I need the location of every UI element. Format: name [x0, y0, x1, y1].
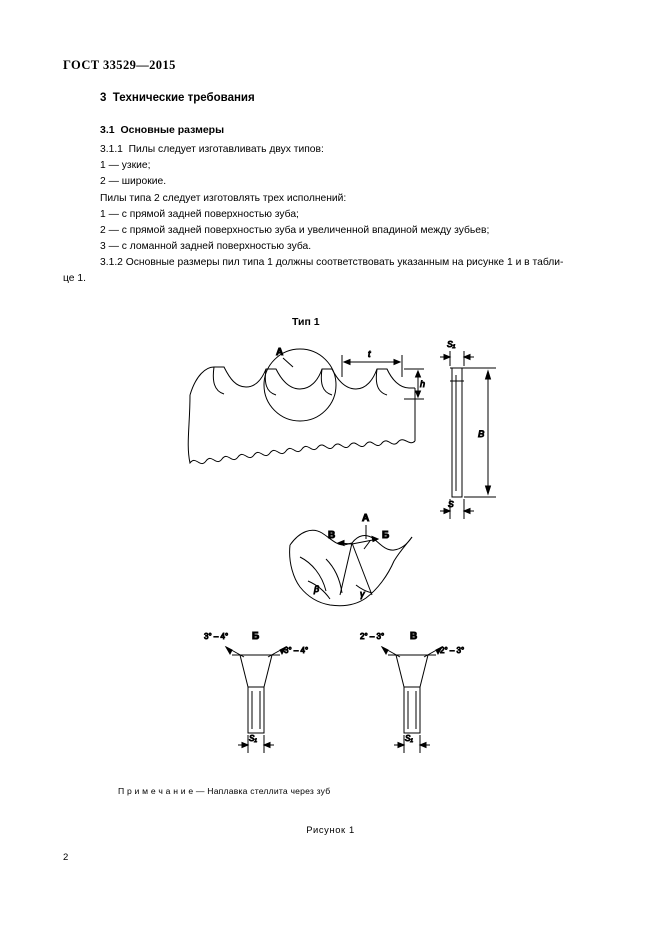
label-a-mid: A — [362, 513, 370, 524]
paragraph-0: 3.1.1 Пилы следует изготавливать двух типов: — [100, 144, 324, 155]
label-detail-b: Б — [252, 631, 260, 642]
label-thickness-s1: S₁ — [447, 339, 456, 349]
label-b-mid: B — [328, 530, 336, 541]
label-bb-mid: Б — [382, 530, 390, 541]
section-heading-text: Технические требования — [112, 92, 255, 104]
paragraph-2: 2 — широкие. — [100, 176, 167, 188]
label-angle-gamma: γ — [360, 589, 365, 599]
label-detail-b-dim: S₁ — [249, 734, 257, 743]
figure-1 — [0, 295, 661, 855]
figure-1-drawing — [0, 295, 661, 855]
label-a-top: A — [276, 347, 284, 358]
paragraph-1: 1 — узкие; — [100, 160, 151, 172]
paragraph-5: 2 — с прямой задней поверхностью зуба и увеличенной впадиной между зубьев; — [100, 225, 490, 237]
paragraph-312 — [63, 255, 623, 287]
section-number: 3 — [100, 92, 107, 104]
subsection-title — [100, 124, 224, 136]
label-detail-v-angle-1: 2° – 3° — [360, 632, 385, 641]
label-tooth-height-h: h — [420, 379, 426, 389]
standard-header: ГОСТ 33529—2015 — [63, 58, 176, 72]
section-title — [100, 92, 255, 104]
label-blade-width-b: B — [478, 429, 485, 440]
label-detail-v-angle-2: 2° – 3° — [440, 646, 465, 655]
subsection-number: 3.1 — [100, 124, 115, 136]
label-detail-v-dim: S₁ — [405, 734, 413, 743]
label-detail-v: В — [410, 631, 418, 642]
label-pitch-t: t — [368, 349, 371, 359]
figure-caption: Рисунок 1 — [306, 824, 355, 835]
subsection-heading-text: Основные размеры — [120, 124, 225, 136]
label-detail-b-angle-1: 3° – 4° — [204, 632, 229, 641]
label-angle-beta: β — [314, 584, 320, 594]
figure-note: П р и м е ч а н и е — Наплавка стеллита через зуб — [118, 786, 331, 796]
label-detail-b-angle-2: 3° – 4° — [284, 646, 309, 655]
label-thickness-s: S — [448, 499, 454, 509]
paragraph-6: 3 — с ломанной задней поверхностью зуба. — [100, 241, 312, 253]
page-number: 2 — [63, 852, 69, 863]
paragraph-4: 1 — с прямой задней поверхностью зуба; — [100, 208, 299, 220]
paragraph-3: Пилы типа 2 следует изготовлять трех исполнений: — [100, 192, 347, 204]
paragraph-312-line2: це 1. — [63, 273, 86, 285]
body-paragraphs — [100, 142, 620, 255]
paragraph-312-line1: 3.1.2 Основные размеры пил типа 1 должны соответствовать указанным на рисунке 1 и в табли- — [100, 257, 564, 268]
figure-type-label: Тип 1 — [292, 316, 320, 328]
